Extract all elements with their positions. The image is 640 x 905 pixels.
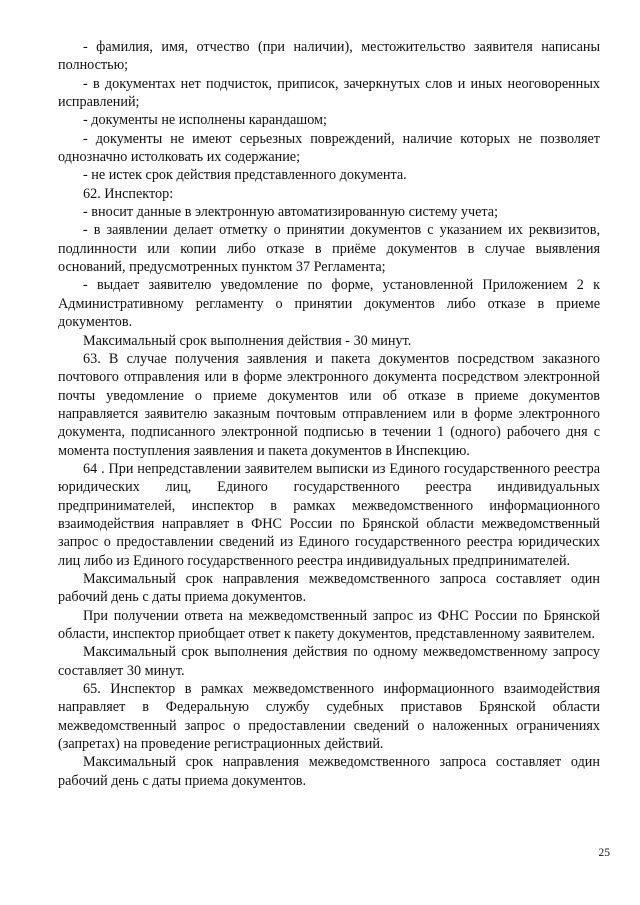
paragraph: 62. Инспектор: <box>83 185 174 202</box>
paragraph: 64 . При непредставлении заявителем выписки из Единого государственного реестра юридических лиц, Единого государственного реестра индивидуальных предпринимателей, инспектор в рамках межведомственного информационного взаимодействия направляет в ФНС России по Брянской области межведомственный запрос о предоставлении сведений из Единого государственного реестра юридических лиц либо из Единого государственного реестра индивидуальных предпринимателей. <box>58 460 600 569</box>
page-number: 25 <box>598 847 610 859</box>
paragraph: - выдает заявителю уведомление по форме, установленной Приложением 2 к Административному регламенту о принятии документов либо отказе в приеме документов. <box>58 277 600 331</box>
paragraph: Максимальный срок направления межведомственного запроса составляет один рабочий день с даты приема документов. <box>58 754 600 789</box>
paragraph: - фамилия, имя, отчество (при наличии), местожительство заявителя написаны полностью; <box>58 39 600 74</box>
paragraph: - вносит данные в электронную автоматизированную систему учета; <box>83 204 499 221</box>
paragraph: - документы не исполнены карандашом; <box>83 112 327 129</box>
paragraph: Максимальный срок направления межведомственного запроса составляет один рабочий день с даты приема документов. <box>58 570 600 606</box>
paragraph: - в заявлении делает отметку о принятии документов с указанием их реквизитов, подлинности или копии либо отказе в приёме документов в случае выявления оснований, предусмотренных пунктом 37 Регламента; <box>58 222 600 276</box>
paragraph: - документы не имеют серьезных повреждений, наличие которых не позволяет однозначно истолковать их содержание; <box>58 130 600 166</box>
paragraph: Максимальный срок выполнения действия - 30 минут. <box>83 332 412 349</box>
paragraph: 65. Инспектор в рамках межведомственного информационного взаимодействия направляет в Федеральную службу судебных приставов Брянской области межведомственный запрос о предоставлении сведений о наложенных ограничениях (запретах) на проведение регистрационных действий. <box>58 681 600 753</box>
paragraph: Максимальный срок выполнения действия по одному межведомственному запросу составляет 30 минут. <box>58 644 600 679</box>
paragraph: 63. В случае получения заявления и пакета документов посредством заказного почтового отправления или в форме электронного документа посредством электронной почты уведомление о приеме документов или об отказе в приеме документов направляется заявителю заказным почтовым отправлением или в форме электронного документа, подписанного электронной подписью в течении 1 (одного) рабочего дня с момента поступления заявления и пакета документов в Инспекцию. <box>58 350 600 459</box>
paragraph: При получении ответа на межведомственный запрос из ФНС России по Брянской области, инспектор приобщает ответ к пакету документов, представленному заявителем. <box>58 607 600 642</box>
paragraph: - не истек срок действия представленного документа. <box>83 167 407 184</box>
paragraph: - в документах нет подчисток, приписок, зачеркнутых слов и иных неоговоренных исправлений; <box>58 75 600 111</box>
document-body <box>58 38 600 790</box>
